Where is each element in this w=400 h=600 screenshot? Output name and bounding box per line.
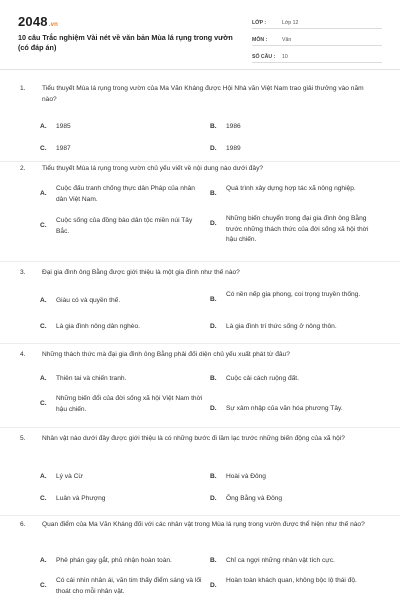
- option-text: Là gia đình trí thức sống ở nông thôn.: [226, 323, 337, 330]
- question-number: 3.: [20, 269, 26, 276]
- option-text: 1989: [226, 145, 241, 152]
- option-letter: B.: [210, 123, 217, 130]
- question-item: [0, 434, 400, 516]
- question-stem: Nhân vật nào dưới đây được giới thiệu là có những bước đi lầm lạc trước những biến động của xã hội?: [42, 435, 345, 442]
- option-letter: B.: [210, 375, 217, 382]
- question-number: 5.: [20, 435, 26, 442]
- option-text: Những biến đổi của đời sống xã hội Việt Nam thời hậu chiến.: [56, 395, 203, 413]
- meta-label: SỐ CÂU :: [252, 54, 276, 60]
- option-text: Phê phán gay gắt, phủ nhận hoàn toàn.: [56, 557, 172, 564]
- meta-row-count: [252, 48, 382, 63]
- question-number: 2.: [20, 165, 26, 172]
- option-letter: A.: [40, 375, 47, 382]
- question-stem: Tiểu thuyết Mùa lá rụng trong vườn chủ yếu viết về nội dung nào dưới đây?: [42, 165, 264, 172]
- logo-domain: .vn: [48, 22, 59, 28]
- question-stem: Quan điểm của Ma Văn Kháng đối với các nhân vật trong Mùa lá rụng trong vườn được thể hiện như thế nào?: [42, 521, 365, 528]
- option-letter: A.: [40, 473, 47, 480]
- option-letter: C.: [40, 323, 47, 330]
- question-number: 4.: [20, 351, 26, 358]
- option-text: 1987: [56, 145, 71, 152]
- question-item: [0, 520, 400, 600]
- option-text: 1986: [226, 123, 241, 130]
- option-letter: D.: [210, 220, 217, 227]
- option-letter: C.: [40, 495, 47, 502]
- option-text: Cuộc cải cách ruộng đất.: [226, 375, 299, 382]
- question-number: 6.: [20, 521, 26, 528]
- question-stem: Đại gia đình ông Bằng được giới thiệu là một gia đình như thế nào?: [42, 269, 240, 276]
- question-item: [0, 164, 400, 262]
- question-item: [0, 350, 400, 428]
- question-stem: Những thách thức mà đại gia đình ông Bằng phải đối diện chủ yếu xuất phát từ đâu?: [42, 351, 290, 358]
- option-letter: C.: [40, 222, 47, 229]
- option-letter: C.: [40, 145, 47, 152]
- question-item: [0, 268, 400, 344]
- quiz-meta: [252, 14, 382, 65]
- logo-text: 2048: [18, 14, 48, 29]
- option-text: Có nền nếp gia phong, coi trọng truyền thống.: [226, 291, 361, 298]
- meta-label: LỚP :: [252, 20, 267, 26]
- option-text: Giàu có và quyền thế.: [56, 297, 121, 304]
- meta-label: MÔN :: [252, 37, 268, 43]
- option-text: Lý và Cừ: [56, 473, 83, 480]
- option-text: Thiên tai và chiến tranh.: [56, 375, 127, 382]
- page-header: [0, 0, 400, 70]
- option-text: Những biến chuyển trong đại gia đình ông Bằng trước những thách thức của đời sống xã hội thời hậu chiến.: [226, 215, 369, 243]
- option-letter: D.: [210, 323, 217, 330]
- meta-value: 10: [282, 54, 288, 60]
- option-text: Luân và Phượng: [56, 495, 106, 502]
- meta-row-grade: [252, 14, 382, 29]
- option-letter: B.: [210, 557, 217, 564]
- meta-row-subject: [252, 31, 382, 46]
- option-text: Hoàn toàn khách quan, không bộc lộ thái độ.: [226, 577, 357, 584]
- question-number: 1.: [20, 85, 26, 92]
- option-letter: C.: [40, 400, 47, 407]
- option-text: Quá trình xây dựng hợp tác xã nông nghiệp.: [226, 185, 356, 192]
- option-text: Cuộc sống của đồng bào dân tộc miền núi Tây Bắc.: [56, 217, 193, 235]
- option-letter: B.: [210, 473, 217, 480]
- meta-value: Văn: [282, 37, 292, 43]
- option-text: Là gia đình nông dân nghèo.: [56, 323, 140, 330]
- option-text: Chỉ ca ngợi những nhân vật tích cực.: [226, 557, 335, 564]
- site-logo[interactable]: [18, 14, 58, 29]
- option-letter: D.: [210, 145, 217, 152]
- option-letter: B.: [210, 296, 217, 303]
- option-letter: C.: [40, 582, 47, 589]
- option-letter: D.: [210, 495, 217, 502]
- option-letter: D.: [210, 582, 217, 589]
- page-title: 10 câu Trắc nghiệm Vài nét về văn bản Mùa lá rụng trong vườn (có đáp án): [18, 33, 233, 52]
- option-text: Ông Bằng và Đông: [226, 495, 283, 502]
- option-text: Có cái nhìn nhân ái, văn tim thấy điểm sáng và lối thoát cho mỗi nhân vật.: [56, 577, 202, 595]
- option-letter: A.: [40, 297, 47, 304]
- option-letter: A.: [40, 123, 47, 130]
- option-letter: A.: [40, 557, 47, 564]
- option-letter: D.: [210, 405, 217, 412]
- question-item: [0, 84, 400, 162]
- meta-value: Lớp 12: [282, 20, 299, 26]
- option-text: Cuộc đấu tranh chống thực dân Pháp của nhân dân Việt Nam.: [56, 185, 195, 203]
- option-text: 1985: [56, 123, 71, 130]
- option-text: Hoài và Đông: [226, 473, 266, 480]
- option-letter: B.: [210, 190, 217, 197]
- question-stem: Tiểu thuyết Mùa lá rụng trong vườn của Ma Văn Kháng được Hội Nhà văn Việt Nam trao giải thưởng vào năm nào?: [42, 85, 364, 103]
- option-text: Sự xâm nhập của văn hóa phương Tây.: [226, 405, 343, 412]
- option-letter: A.: [40, 190, 47, 197]
